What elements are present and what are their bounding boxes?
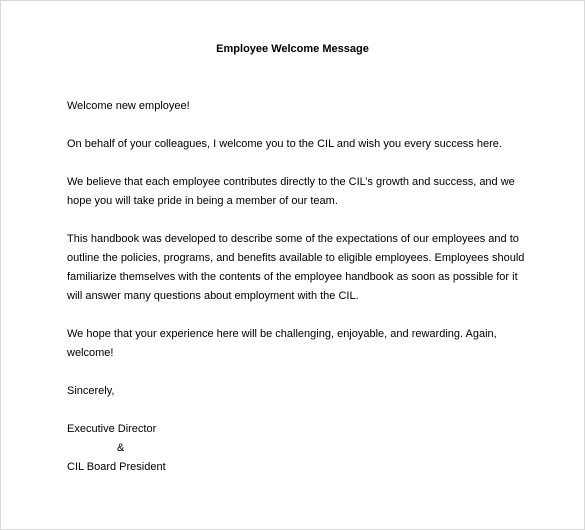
paragraph-handbook [67, 230, 527, 306]
paragraph-handbook-line: familiarize themselves with the contents of the employee handbook as soon as possible for it [67, 271, 518, 283]
paragraph-growth-line: hope you will take pride in being a member of our team. [67, 195, 338, 207]
signature-ampersand: & [117, 442, 125, 454]
paragraph-experience [67, 325, 527, 363]
signature-title: Executive Director [67, 423, 157, 435]
greeting: Welcome new employee! [67, 100, 190, 112]
closing: Sincerely, [67, 385, 115, 397]
paragraph-handbook-line: will answer many questions about employment with the CIL. [67, 290, 359, 302]
paragraph-handbook-line: outline the policies, programs, and benefits available to eligible employees. Employees should [67, 252, 525, 264]
paragraph-experience-line: We hope that your experience here will be challenging, enjoyable, and rewarding. Again, [67, 328, 497, 340]
document-title: Employee Welcome Message [216, 43, 369, 55]
paragraph-growth-line: We believe that each employee contributes directly to the CIL’s growth and success, and we [67, 176, 515, 188]
paragraph-handbook-line: This handbook was developed to describe some of the expectations of our employees and to [67, 233, 519, 245]
signature-board: CIL Board President [67, 461, 166, 473]
paragraph-growth [67, 173, 527, 211]
paragraph-experience-line: welcome! [67, 347, 114, 359]
paragraph-welcome: On behalf of your colleagues, I welcome you to the CIL and wish you every success here. [67, 138, 502, 150]
